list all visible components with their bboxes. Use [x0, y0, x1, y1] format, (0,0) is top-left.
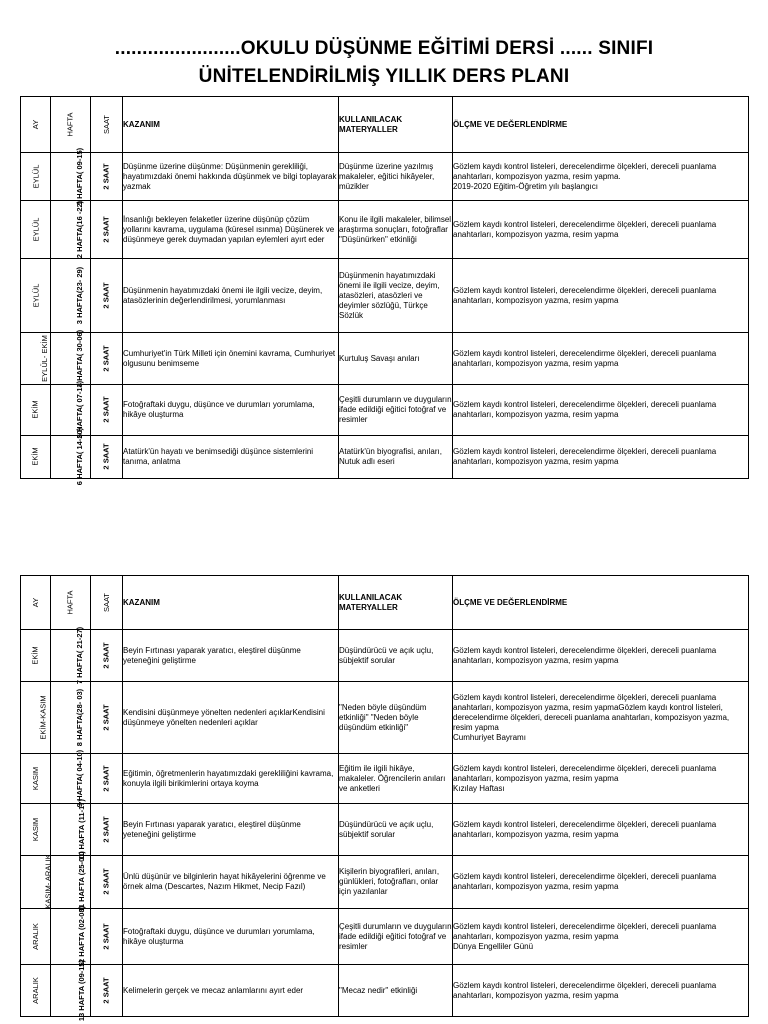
hours-label-cell [91, 259, 123, 333]
hours-label: 2 SAAT [102, 344, 111, 372]
table-row [21, 333, 749, 385]
materyal-cell: Atatürk'ün biyografisi, anıları, Nutuk adlı eseri [339, 436, 453, 479]
materyal-cell: Çeşitli durumların ve duyguların ifade edildiği eğitici fotoğraf ve resimler [339, 909, 453, 965]
header-saat: SAAT [101, 592, 111, 612]
table-row [21, 153, 749, 201]
header-hafta-cell [51, 97, 91, 153]
kazanim-cell: Düşünmenin hayatımızdaki önemi ile ilgili vecize, deyim, atasözlerinin değerlendirilmesi, yorumlanması [123, 259, 339, 333]
header-row [21, 97, 749, 153]
olcme-cell [453, 630, 749, 682]
month-label: EYLÜL [30, 164, 40, 188]
month-label: EYLÜL- EKİM [39, 334, 49, 382]
hours-label: 2 SAAT [102, 922, 111, 950]
olcme-cell [453, 754, 749, 804]
hours-label-cell [91, 436, 123, 479]
week-label: 6 HAFTA( 14-20) [75, 427, 85, 486]
olcme-line: Gözlem kaydı kontrol listeleri, derecelendirme ölçekleri, dereceli puanlama anahtarları, kompozisyon yazma, resim yapma [453, 763, 717, 783]
week-label-cell [51, 380, 91, 439]
materyal-cell: "Mecaz nedir" etkinliği [339, 965, 453, 1017]
week-label-cell [51, 905, 91, 967]
kazanim-cell: Düşünme üzerine düşünme: Düşünmenin gerekliliği, hayatımızdaki önemi hakkında düşünmek ve bilgi toplayarak yazmak [123, 153, 339, 201]
month-label-cell [21, 201, 51, 259]
olcme-cell [453, 909, 749, 965]
header-hafta: HAFTA [66, 111, 75, 137]
hours-label-cell [91, 965, 123, 1017]
materyal-cell: Düşündürücü ve açık uçlu, sübjektif sorular [339, 630, 453, 682]
month-label: KASIM [31, 817, 40, 841]
hours-label: 2 SAAT [102, 815, 111, 843]
hours-label-cell [91, 153, 123, 201]
table-row [21, 754, 749, 804]
header-ay: AY [30, 597, 40, 607]
olcme-line: Gözlem kaydı kontrol listeleri, derecelendirme ölçekleri, dereceli puanlama anahtarları, kompozisyon yazma, resim yapma [453, 219, 717, 239]
olcme-line: Gözlem kaydı kontrol listeleri, derecelendirme ölçekleri, dereceli puanlama anahtarları, kompozisyon yazma, resim yapma. [453, 161, 717, 181]
hours-label-cell [91, 754, 123, 804]
week-label: 5 HAFTA( 07-13) [75, 380, 85, 439]
materyal-cell: Kişilerin biyografileri, anıları, günlükleri, fotoğrafları, onlar için yazılanlar [339, 856, 453, 909]
table-row [21, 682, 749, 754]
week-label: 4 HAFTA( 30-06) [75, 329, 85, 387]
table-row [21, 630, 749, 682]
kazanim-cell: Eğitimin, öğretmenlerin hayatımızdaki gerekliliğini kavrama, konuyla ilgili birikimlerini ortaya koyma [123, 754, 339, 804]
olcme-line: Kızılay Haftası [453, 783, 505, 793]
header-saat-cell [91, 97, 123, 153]
hours-label: 2 SAAT [102, 396, 111, 423]
olcme-line: 2019-2020 Eğitim-Öğretim yılı başlangıcı [453, 181, 598, 191]
materyal-cell: "Neden böyle düşündüm etkinliği" "Neden böyle düşündüm etkinliği" [339, 682, 453, 754]
hours-label-cell [91, 630, 123, 682]
header-row [21, 576, 749, 630]
hours-label: 2 SAAT [102, 443, 111, 470]
hours-label: 2 SAAT [102, 162, 111, 190]
kazanim-cell: Cumhuriyet'in Türk Milleti için önemini kavrama, Cumhuriyet olgusunu benimseme [123, 333, 339, 385]
header-olcme: ÖLÇME VE DEĞERLENDİRME [453, 576, 749, 630]
month-label: EKİM [31, 400, 40, 419]
header-olcme: ÖLÇME VE DEĞERLENDİRME [453, 97, 749, 153]
materyal-cell: Çeşitli durumların ve duyguların ifade edildiği eğitici fotoğraf ve resimler [339, 385, 453, 436]
week-label: 8 HAFTA(28- 03) [75, 688, 85, 746]
month-label-cell [21, 436, 51, 479]
month-label: EYLÜL [30, 283, 40, 307]
month-label: ARALIK [31, 922, 40, 950]
olcme-line: Gözlem kaydı kontrol listeleri, derecelendirme ölçekleri, dereceli puanlama anahtarları, kompozisyon yazma, resim yapma [453, 872, 717, 891]
table-row [21, 856, 749, 909]
week-label-cell [51, 329, 91, 387]
week-label-cell [51, 259, 91, 333]
materyal-cell: Konu ile ilgili makaleler, bilimsel araştırma sonuçları, fotoğraflar "Düşünürken" etkinliği [339, 201, 453, 259]
hours-label-cell [91, 333, 123, 385]
olcme-line: Gözlem kaydı kontrol listeleri, derecelendirme ölçekleri, dereceli puanlama anahtarları, kompozisyon yazma, resim yapma [453, 348, 717, 368]
hours-label: 2 SAAT [102, 976, 111, 1004]
week-label-cell [51, 626, 91, 684]
olcme-cell [453, 682, 749, 754]
month-label-cell [21, 630, 51, 682]
kazanim-cell: İnsanlığı bekleyen felaketler üzerine düşünüp çözüm yollarını kavrama, uygulama (küresel ısınma) Düşünerek ve düşünmeye gerek duymadan yapılan eylemleri ayırt eder [123, 201, 339, 259]
olcme-line: Cumhuriyet Bayramı [453, 732, 526, 742]
month-label-cell [21, 856, 51, 909]
header-kazanim: KAZANIM [123, 97, 339, 153]
month-label-cell [21, 259, 51, 333]
olcme-line: Gözlem kaydı kontrol listeleri, derecelendirme ölçekleri, dereceli puanlama anahtarları, kompozisyon yazma, resim yapma [453, 447, 717, 466]
kazanim-cell: Kelimelerin gerçek ve mecaz anlamlarını ayırt eder [123, 965, 339, 1017]
header-saat-cell [91, 576, 123, 630]
week-label: 7 HAFTA( 21-27) [75, 626, 85, 684]
hours-label: 2 SAAT [102, 703, 111, 731]
kazanim-cell: Kendisini düşünmeye yönelten nedenleri açıklarKendisini düşünmeye yönelten nedenleri açıklar [123, 682, 339, 754]
kazanim-cell: Atatürk'ün hayatı ve benimsediği düşünce sistemlerini tanıma, anlatma [123, 436, 339, 479]
kazanim-cell: Beyin Fırtınası yaparak yaratıcı, eleştirel düşünme yeteneğini geliştirme [123, 804, 339, 856]
olcme-cell [453, 856, 749, 909]
week-label: 2 HAFTA(16 -22) [75, 200, 85, 258]
olcme-line: Gözlem kaydı kontrol listeleri, derecelendirme ölçekleri, dereceli puanlama anahtarları, kompozisyon yazma, resim yapma [453, 400, 717, 419]
header-hafta: HAFTA [66, 589, 75, 615]
hours-label-cell [91, 385, 123, 436]
kazanim-cell: Beyin Fırtınası yaparak yaratıcı, eleştirel düşünme yeteneğini geliştirme [123, 630, 339, 682]
month-label-cell [21, 804, 51, 856]
table-row [21, 804, 749, 856]
month-label: ARALIK [31, 976, 40, 1004]
plan-table-1 [20, 96, 749, 486]
week-label-cell [51, 959, 91, 1021]
week-label-cell [51, 201, 91, 259]
table-row [21, 385, 749, 436]
olcme-cell [453, 201, 749, 259]
header-ay: AY [30, 119, 40, 129]
week-label-cell [51, 427, 91, 486]
week-label-cell [51, 798, 91, 860]
month-label: KASIM- ARALIK [43, 854, 53, 909]
table-row [21, 201, 749, 259]
olcme-line: Dünya Engelliler Günü [453, 941, 534, 951]
header-hafta-cell [51, 576, 91, 630]
olcme-line: Gözlem kaydı kontrol listeleri, derecelendirme ölçekleri, dereceli puanlama anahtarları, kompozisyon yazma, resim yapma [453, 921, 717, 941]
olcme-cell [453, 804, 749, 856]
materyal-cell: Eğitim ile ilgili hikâye, makaleler. Öğrencilerin anıları ve anketleri [339, 754, 453, 804]
kazanim-cell: Fotoğraftaki duygu, düşünce ve durumları yorumlama, hikâye oluşturma [123, 385, 339, 436]
month-label-cell [21, 965, 51, 1017]
week-label: 10 HAFTA (11-17) [76, 798, 86, 860]
header-kazanim: KAZANIM [123, 576, 339, 630]
week-label-cell [51, 682, 91, 754]
week-label: 1 HAFTA( 09-15) [75, 147, 85, 205]
olcme-cell [453, 965, 749, 1017]
materyal-cell: Düşündürücü ve açık uçlu, sübjektif sorular [339, 804, 453, 856]
hours-label: 2 SAAT [102, 215, 111, 243]
header-materyaller: KULLANILACAK MATERYALLER [339, 97, 453, 153]
week-label: 3 HAFTA(23- 29) [75, 266, 85, 324]
header-materyaller: KULLANILACAK MATERYALLER [339, 576, 453, 630]
month-label: EKİM [31, 447, 40, 466]
week-label: 11 HAFTA (25-01) [76, 851, 86, 912]
materyal-cell: Kurtuluş Savaşı anıları [339, 333, 453, 385]
month-label-cell [21, 754, 51, 804]
header-ay-cell [21, 97, 51, 153]
materyal-cell: Düşünmenin hayatımızdaki önemi ile ilgili vecize, deyim, atasözleri, atasözleri ve deyimler sözlüğü, Türkçe Sözlük [339, 259, 453, 333]
olcme-cell [453, 153, 749, 201]
hours-label: 2 SAAT [102, 641, 111, 669]
olcme-line: Gözlem kaydı kontrol listeleri, derecelendirme ölçekleri, dereceli puanlama anahtarları, kompozisyon yazma, resim yapmaGözlem kaydı kontrol listeleri, derecelendirme ölçekleri, dereceli puanlama anahtarları, kompozisyon yazma, resim yapma [453, 692, 730, 732]
document-subtitle: ÜNİTELENDİRİLMİŞ YILLIK DERS PLANI [198, 66, 570, 87]
week-label-cell [51, 851, 91, 912]
table-row [21, 965, 749, 1017]
hours-label-cell [91, 201, 123, 259]
kazanim-cell: Ünlü düşünür ve bilginlerin hayat hikâyelerini öğrenme ve örnek alma (Descartes, Nazım Hikmet, Necip Fazıl) [123, 856, 339, 909]
month-label-cell [21, 333, 51, 385]
month-label-cell [21, 153, 51, 201]
olcme-line: Gözlem kaydı kontrol listeleri, derecelendirme ölçekleri, dereceli puanlama anahtarları, kompozisyon yazma, resim yapma [453, 980, 717, 1000]
olcme-cell [453, 385, 749, 436]
week-label-cell [51, 147, 91, 205]
week-label-cell [51, 749, 91, 807]
table-row [21, 436, 749, 479]
table-row [21, 259, 749, 333]
hours-label-cell [91, 804, 123, 856]
month-label-cell [21, 385, 51, 436]
hours-label: 2 SAAT [102, 868, 111, 895]
hours-label: 2 SAAT [102, 281, 111, 309]
olcme-cell [453, 436, 749, 479]
month-label: EKİM [31, 645, 40, 665]
olcme-line: Gözlem kaydı kontrol listeleri, derecelendirme ölçekleri, dereceli puanlama anahtarları, kompozisyon yazma, resim yapma [453, 819, 717, 839]
olcme-line: Gözlem kaydı kontrol listeleri, derecelendirme ölçekleri, dereceli puanlama anahtarları, kompozisyon yazma, resim yapma [453, 645, 717, 665]
month-label: EKİM-KASIM [38, 694, 48, 740]
materyal-cell: Düşünme üzerine yazılmış makaleler, eğitici hikâyeler, müzikler [339, 153, 453, 201]
week-label: 12 HAFTA (02-08) [77, 905, 87, 967]
table-row [21, 909, 749, 965]
olcme-line: Gözlem kaydı kontrol listeleri, derecelendirme ölçekleri, dereceli puanlama anahtarları, kompozisyon yazma, resim yapma [453, 285, 717, 305]
hours-label-cell [91, 682, 123, 754]
document-title: .......................OKULU DÜŞÜNME EĞİTİMİ DERSİ ...... SINIFI [114, 38, 654, 59]
hours-label-cell [91, 909, 123, 965]
hours-label-cell [91, 856, 123, 909]
week-label: 13 HAFTA (09-15) [77, 959, 87, 1021]
olcme-cell [453, 333, 749, 385]
hours-label: 2 SAAT [102, 764, 111, 792]
header-ay-cell [21, 576, 51, 630]
plan-table-2 [20, 575, 749, 1021]
month-label-cell [21, 909, 51, 965]
month-label: EYLÜL [30, 217, 40, 241]
month-label: KASIM [31, 766, 40, 790]
header-saat: SAAT [101, 114, 111, 134]
month-label-cell [21, 682, 51, 754]
olcme-cell [453, 259, 749, 333]
kazanim-cell: Fotoğraftaki duygu, düşünce ve durumları yorumlama, hikâye oluşturma [123, 909, 339, 965]
week-label: 9 HAFTA( 04-10) [75, 749, 85, 807]
